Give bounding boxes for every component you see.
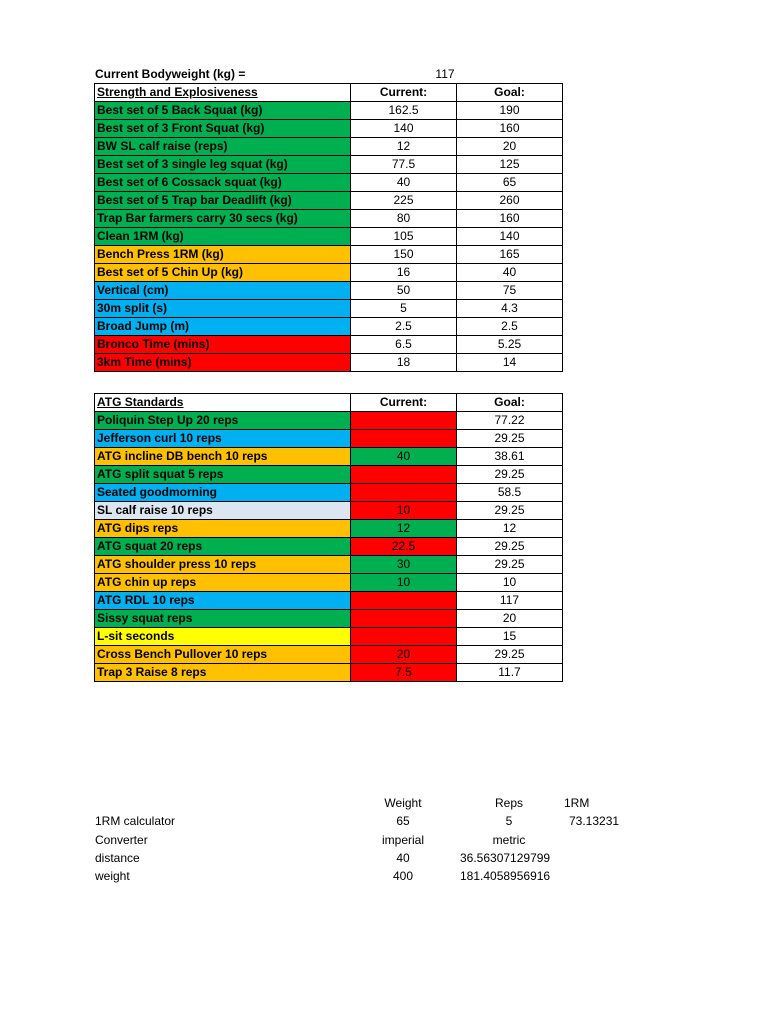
atg-row-current[interactable]: 20 <box>351 646 457 664</box>
atg-row-goal[interactable]: 29.25 <box>457 466 563 484</box>
strength-row-goal[interactable]: 4.3 <box>457 300 563 318</box>
strength-row-label: Best set of 5 Chin Up (kg) <box>95 264 351 282</box>
strength-row-goal[interactable]: 125 <box>457 156 563 174</box>
atg-row-label: ATG RDL 10 reps <box>95 592 351 610</box>
calc-weight-header: Weight <box>384 796 422 810</box>
strength-row <box>95 210 563 228</box>
converter-imperial-header: imperial <box>381 833 424 847</box>
strength-row-current[interactable]: 162.5 <box>351 102 457 120</box>
atg-row <box>95 610 563 628</box>
atg-row-current[interactable]: 30 <box>351 556 457 574</box>
atg-row-current[interactable] <box>351 592 457 610</box>
atg-row <box>95 520 563 538</box>
atg-row-goal[interactable]: 77.22 <box>457 412 563 430</box>
strength-row <box>95 354 563 372</box>
atg-row-label: Jefferson curl 10 reps <box>95 430 351 448</box>
atg-row-label: ATG incline DB bench 10 reps <box>95 448 351 466</box>
strength-row-goal[interactable]: 140 <box>457 228 563 246</box>
strength-row-goal[interactable]: 260 <box>457 192 563 210</box>
strength-row-goal[interactable]: 160 <box>457 210 563 228</box>
strength-row-current[interactable]: 2.5 <box>351 318 457 336</box>
atg-goal-header: Goal: <box>457 394 563 412</box>
strength-row <box>95 246 563 264</box>
converter-weight-label: weight <box>95 869 130 883</box>
calc-1rm-header: 1RM <box>564 796 590 810</box>
atg-row <box>95 538 563 556</box>
strength-row <box>95 138 563 156</box>
strength-row <box>95 174 563 192</box>
atg-row-current[interactable] <box>351 466 457 484</box>
strength-goal-header: Goal: <box>457 84 563 102</box>
strength-row <box>95 282 563 300</box>
strength-row-goal[interactable]: 165 <box>457 246 563 264</box>
strength-row-goal[interactable]: 5.25 <box>457 336 563 354</box>
atg-row-label: ATG chin up reps <box>95 574 351 592</box>
atg-row-goal[interactable]: 15 <box>457 628 563 646</box>
converter-distance-imperial[interactable]: 40 <box>396 851 410 865</box>
strength-row-goal[interactable]: 75 <box>457 282 563 300</box>
atg-row-current[interactable]: 12 <box>351 520 457 538</box>
atg-row-current[interactable]: 40 <box>351 448 457 466</box>
bodyweight-label: Current Bodyweight (kg) = <box>95 67 246 81</box>
strength-row-goal[interactable]: 190 <box>457 102 563 120</box>
atg-row <box>95 412 563 430</box>
strength-row <box>95 300 563 318</box>
strength-row <box>95 318 563 336</box>
atg-row-goal[interactable]: 29.25 <box>457 646 563 664</box>
strength-row-current[interactable]: 6.5 <box>351 336 457 354</box>
strength-row-current[interactable]: 225 <box>351 192 457 210</box>
strength-row-current[interactable]: 40 <box>351 174 457 192</box>
strength-row-current[interactable]: 80 <box>351 210 457 228</box>
strength-row <box>95 192 563 210</box>
atg-row <box>95 592 563 610</box>
converter-weight-imperial[interactable]: 400 <box>392 869 414 883</box>
atg-row <box>95 574 563 592</box>
atg-row-current[interactable] <box>351 484 457 502</box>
strength-row-goal[interactable]: 14 <box>457 354 563 372</box>
atg-row-current[interactable]: 10 <box>351 502 457 520</box>
atg-row-current[interactable]: 10 <box>351 574 457 592</box>
atg-row-label: ATG split squat 5 reps <box>95 466 351 484</box>
strength-row-label: Bronco Time (mins) <box>95 336 351 354</box>
atg-row <box>95 628 563 646</box>
calc-1rm-result: 73.13231 <box>569 814 620 828</box>
strength-header-row <box>95 84 563 102</box>
strength-row-label: Best set of 3 Front Squat (kg) <box>95 120 351 138</box>
strength-row-current[interactable]: 18 <box>351 354 457 372</box>
strength-row <box>95 336 563 354</box>
atg-title: ATG Standards <box>95 394 351 412</box>
atg-row <box>95 556 563 574</box>
converter-distance-metric: 36.56307129799 <box>460 851 551 865</box>
atg-row <box>95 466 563 484</box>
atg-current-header: Current: <box>351 394 457 412</box>
strength-row-label: 30m split (s) <box>95 300 351 318</box>
strength-row-label: Vertical (cm) <box>95 282 351 300</box>
strength-row-current[interactable]: 12 <box>351 138 457 156</box>
atg-row-goal[interactable]: 29.25 <box>457 556 563 574</box>
atg-row <box>95 502 563 520</box>
strength-row-label: Broad Jump (m) <box>95 318 351 336</box>
atg-row-label: SL calf raise 10 reps <box>95 502 351 520</box>
strength-row-goal[interactable]: 20 <box>457 138 563 156</box>
strength-row-label: BW SL calf raise (reps) <box>95 138 351 156</box>
atg-row-goal[interactable]: 29.25 <box>457 502 563 520</box>
atg-row-label: Seated goodmorning <box>95 484 351 502</box>
strength-row <box>95 102 563 120</box>
atg-row-current[interactable] <box>351 430 457 448</box>
converter-weight-metric: 181.4058956916 <box>460 869 551 883</box>
strength-row-label: 3km Time (mins) <box>95 354 351 372</box>
atg-row <box>95 448 563 466</box>
atg-row <box>95 646 563 664</box>
calc-1rm-label: 1RM calculator <box>95 814 176 828</box>
atg-row-current[interactable] <box>351 610 457 628</box>
atg-row-label: L-sit seconds <box>95 628 351 646</box>
strength-row-current[interactable]: 5 <box>351 300 457 318</box>
strength-row-label: Trap Bar farmers carry 30 secs (kg) <box>95 210 351 228</box>
atg-row-label: Cross Bench Pullover 10 reps <box>95 646 351 664</box>
atg-row-goal[interactable]: 12 <box>457 520 563 538</box>
calc-1rm-weight[interactable]: 65 <box>396 814 410 828</box>
calc-reps-header: Reps <box>494 796 523 810</box>
atg-row-goal[interactable]: 117 <box>457 592 563 610</box>
converter-label: Converter <box>95 833 148 847</box>
strength-title: Strength and Explosiveness <box>95 84 351 102</box>
strength-row-label: Best set of 6 Cossack squat (kg) <box>95 174 351 192</box>
atg-row-current[interactable] <box>351 628 457 646</box>
atg-row-label: ATG dips reps <box>95 520 351 538</box>
atg-row-goal[interactable]: 29.25 <box>457 538 563 556</box>
strength-table <box>94 83 563 372</box>
atg-row-goal[interactable]: 20 <box>457 610 563 628</box>
strength-row <box>95 228 563 246</box>
atg-row-current[interactable]: 7.5 <box>351 664 457 682</box>
strength-row-current[interactable]: 140 <box>351 120 457 138</box>
atg-row-goal[interactable]: 11.7 <box>457 664 563 682</box>
strength-row-label: Best set of 5 Back Squat (kg) <box>95 102 351 120</box>
converter-distance-label: distance <box>95 851 140 865</box>
atg-row-current[interactable]: 22.5 <box>351 538 457 556</box>
atg-row-label: ATG shoulder press 10 reps <box>95 556 351 574</box>
atg-row <box>95 484 563 502</box>
strength-row-label: Best set of 3 single leg squat (kg) <box>95 156 351 174</box>
atg-header-row <box>95 394 563 412</box>
strength-row <box>95 120 563 138</box>
atg-table <box>94 393 563 682</box>
strength-row-label: Bench Press 1RM (kg) <box>95 246 351 264</box>
strength-row <box>95 264 563 282</box>
atg-row-label: Trap 3 Raise 8 reps <box>95 664 351 682</box>
atg-row-goal[interactable]: 10 <box>457 574 563 592</box>
strength-row-current[interactable]: 150 <box>351 246 457 264</box>
atg-row-label: Poliquin Step Up 20 reps <box>95 412 351 430</box>
bodyweight-value: 117 <box>435 67 455 81</box>
strength-current-header: Current: <box>351 84 457 102</box>
strength-row-label: Clean 1RM (kg) <box>95 228 351 246</box>
strength-row-goal[interactable]: 160 <box>457 120 563 138</box>
atg-row-label: Sissy squat reps <box>95 610 351 628</box>
strength-row-goal[interactable]: 2.5 <box>457 318 563 336</box>
strength-row-goal[interactable]: 40 <box>457 264 563 282</box>
converter-metric-header: metric <box>492 833 526 847</box>
atg-row-goal[interactable]: 58.5 <box>457 484 563 502</box>
strength-row <box>95 156 563 174</box>
calc-1rm-reps[interactable]: 5 <box>505 814 513 828</box>
strength-row-current[interactable]: 16 <box>351 264 457 282</box>
atg-row-goal[interactable]: 29.25 <box>457 430 563 448</box>
atg-row <box>95 430 563 448</box>
atg-row-label: ATG squat 20 reps <box>95 538 351 556</box>
strength-row-current[interactable]: 105 <box>351 228 457 246</box>
atg-row-goal[interactable]: 38.61 <box>457 448 563 466</box>
strength-row-current[interactable]: 77.5 <box>351 156 457 174</box>
strength-row-label: Best set of 5 Trap bar Deadlift (kg) <box>95 192 351 210</box>
strength-row-current[interactable]: 50 <box>351 282 457 300</box>
atg-row <box>95 664 563 682</box>
atg-row-current[interactable] <box>351 412 457 430</box>
strength-row-goal[interactable]: 65 <box>457 174 563 192</box>
